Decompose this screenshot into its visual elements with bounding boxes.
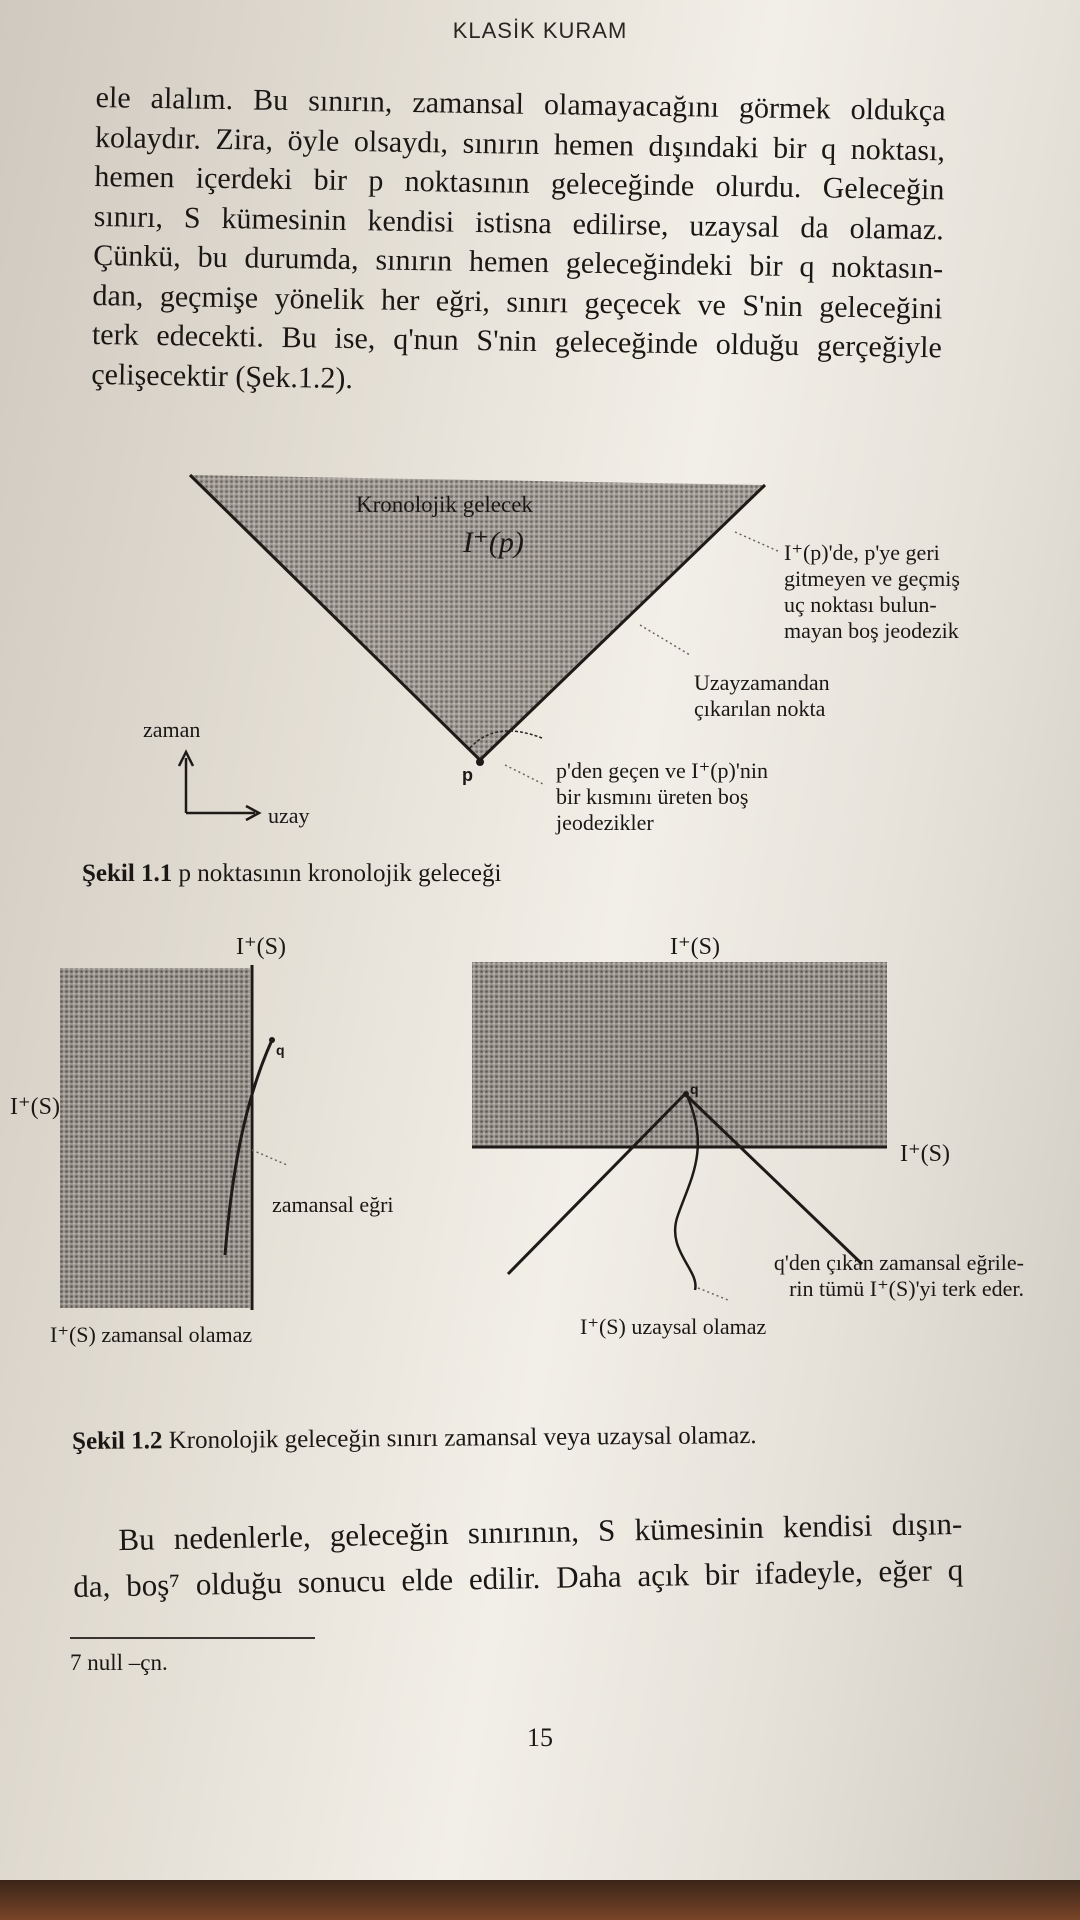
left-point-q-label: q bbox=[276, 1042, 285, 1058]
right-point-q bbox=[683, 1091, 689, 1097]
annotation-line: jeodezikler bbox=[556, 810, 654, 835]
annotation-line: gitmeyen ve geçmiş bbox=[784, 566, 960, 591]
left-future-region bbox=[60, 968, 250, 1308]
text-line: Çünkü, bu durumda, sınırın hemen geleceğindeki bir q noktasın- bbox=[92, 238, 944, 286]
footnote: 7 null –çn. bbox=[70, 1650, 168, 1675]
annotation-line: rin tümü I⁺(S)'yi terk eder. bbox=[789, 1276, 1024, 1301]
text-line: terk edecekti. Bu ise, q'nun S'nin geleceğinde olduğu gerçeğiyle bbox=[91, 317, 943, 365]
text-line: ele alalım. Bu sınırın, zamansal olamayacağını görmek oldukça bbox=[95, 80, 946, 128]
annotation-line: p'den geçen ve I⁺(p)'nin bbox=[556, 758, 768, 783]
annotation-line: uç noktası bulun- bbox=[784, 592, 937, 617]
right-future-region bbox=[472, 962, 887, 1147]
text-line: çelişecektir (Şek.1.2). bbox=[91, 357, 354, 395]
annotation-line: Uzayzamandan bbox=[694, 670, 830, 695]
table-surface bbox=[0, 1880, 1080, 1920]
left-side-label: I⁺(S) bbox=[10, 1094, 60, 1120]
annotation-line: I⁺(p)'de, p'ye geri bbox=[784, 540, 940, 565]
right-top-label: I⁺(S) bbox=[670, 934, 720, 960]
annotation-null-geodesic bbox=[784, 540, 1014, 644]
pointer-generators bbox=[505, 765, 545, 785]
figure-1-caption bbox=[82, 860, 501, 888]
right-boundary-label: I⁺(S) bbox=[900, 1141, 950, 1167]
page-number: 15 bbox=[527, 1723, 553, 1752]
text-line: dan, geçmişe yönelik her eğri, sınırı geçecek ve S'nin geleceğini bbox=[92, 278, 943, 325]
left-top-label: I⁺(S) bbox=[236, 934, 286, 960]
annotation-line: q'den çıkan zamansal eğrile- bbox=[773, 1250, 1024, 1275]
text-line: Bu nedenlerle, geleceğin sınırının, S kümesinin kendisi dışın- bbox=[118, 1505, 963, 1558]
left-curve-label: zamansal eğri bbox=[272, 1192, 394, 1217]
text-line: da, boş⁷ olduğu sonucu elde edilir. Daha açık bir ifadeyle, eğer q bbox=[72, 1551, 964, 1604]
pointer-geodesic bbox=[735, 532, 780, 552]
figure-2-caption bbox=[72, 1422, 757, 1456]
cone-symbol: I⁺(p) bbox=[463, 526, 524, 559]
annotation-line: çıkarılan nokta bbox=[694, 696, 826, 721]
left-curve-pointer bbox=[252, 1150, 287, 1165]
running-head: KLASİK KURAM bbox=[452, 18, 628, 43]
text-line: hemen içerdeki bir p noktasının geleceğinde olurdu. Geleceğin bbox=[94, 159, 945, 207]
annotation-line: bir kısmını üreten boş bbox=[556, 784, 749, 809]
point-p-label: p bbox=[462, 765, 473, 785]
right-point-q-label: q bbox=[690, 1081, 699, 1097]
left-point-q bbox=[269, 1037, 275, 1043]
annotation-line: mayan boş jeodezik bbox=[784, 618, 959, 643]
caption-number: Şekil 1.1 bbox=[82, 860, 173, 887]
caption-text: Kronolojik geleceğin sınırı zamansal veya uzaysal olamaz. bbox=[168, 1422, 757, 1455]
annotation-removed-point bbox=[694, 670, 830, 722]
caption-text: p noktasının kronolojik geleceği bbox=[178, 860, 502, 887]
right-caption: I⁺(S) uzaysal olamaz bbox=[580, 1314, 767, 1339]
annotation-generators bbox=[556, 758, 768, 836]
axis-space-label: uzay bbox=[268, 803, 310, 828]
text-line: sınırı, S kümesinin kendisi istisna edilirse, uzaysal da olamaz. bbox=[93, 199, 944, 246]
point-p-marker bbox=[476, 758, 484, 766]
text-line: kolaydır. Zira, öyle olsaydı, sınırın hemen dışındaki bir q noktası, bbox=[94, 120, 946, 167]
paragraph-2 bbox=[72, 1501, 964, 1610]
left-caption: I⁺(S) zamansal olamaz bbox=[50, 1322, 253, 1347]
axis-time-label: zaman bbox=[143, 717, 201, 742]
footnote-rule bbox=[70, 1637, 315, 1639]
right-annotation-pointer bbox=[698, 1288, 728, 1300]
cone-title: Kronolojik gelecek bbox=[356, 492, 533, 517]
right-annotation bbox=[734, 1250, 1024, 1302]
pointer-removed bbox=[640, 625, 690, 655]
caption-number: Şekil 1.2 bbox=[72, 1427, 163, 1455]
